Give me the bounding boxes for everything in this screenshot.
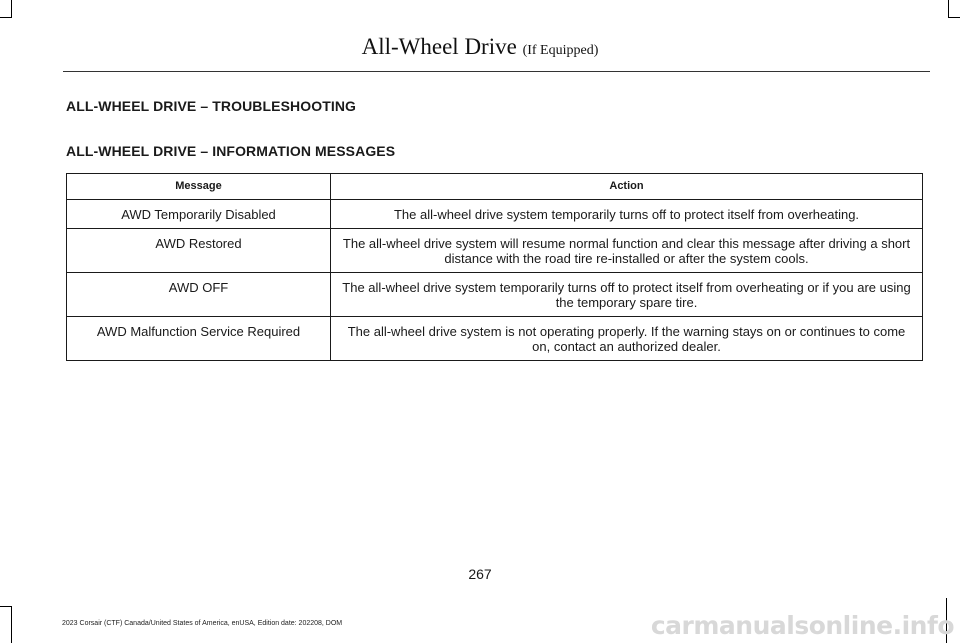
- action-cell: The all-wheel drive system is not operating properly. If the warning stays on or continues to come on, contact an authorized dealer.: [331, 317, 923, 361]
- header-divider: [63, 71, 930, 72]
- action-cell: The all-wheel drive system temporarily turns off to protect itself from overheating or if you are using the temporary spare tire.: [331, 273, 923, 317]
- watermark-link[interactable]: carmanualsonline.info: [650, 611, 954, 640]
- page-header: [0, 34, 960, 60]
- header-title: All-Wheel Drive: [361, 34, 517, 59]
- crop-mark-top-left: [0, 17, 12, 18]
- table-row: [67, 317, 923, 361]
- crop-mark-top-right: [948, 17, 960, 18]
- info-messages-heading: ALL-WHEEL DRIVE – INFORMATION MESSAGES: [66, 143, 396, 159]
- crop-mark-top-left: [11, 0, 12, 18]
- table-row: [67, 229, 923, 273]
- table-row: [67, 200, 923, 229]
- footer-edition-info: 2023 Corsair (CTF) Canada/United States of America, enUSA, Edition date: 202208, DOM: [62, 620, 343, 627]
- page-number: 267: [468, 566, 492, 582]
- message-cell: AWD Restored: [67, 229, 331, 273]
- table-row: [67, 273, 923, 317]
- column-header-action: Action: [331, 174, 923, 200]
- message-cell: AWD OFF: [67, 273, 331, 317]
- column-header-message: Message: [67, 174, 331, 200]
- message-cell: AWD Malfunction Service Required: [67, 317, 331, 361]
- troubleshooting-heading: ALL-WHEEL DRIVE – TROUBLESHOOTING: [66, 98, 357, 114]
- table-header-row: [67, 174, 923, 200]
- crop-mark-top-right: [948, 0, 949, 18]
- crop-mark-bottom-left: [0, 606, 12, 607]
- action-cell: The all-wheel drive system will resume normal function and clear this message after driving a short distance with the road tire re-installed or after the system cools.: [331, 229, 923, 273]
- header-subtitle: (If Equipped): [522, 43, 599, 58]
- crop-mark-bottom-left: [11, 606, 12, 643]
- info-messages-table: [66, 173, 923, 361]
- message-cell: AWD Temporarily Disabled: [67, 200, 331, 229]
- action-cell: The all-wheel drive system temporarily turns off to protect itself from overheating.: [331, 200, 923, 229]
